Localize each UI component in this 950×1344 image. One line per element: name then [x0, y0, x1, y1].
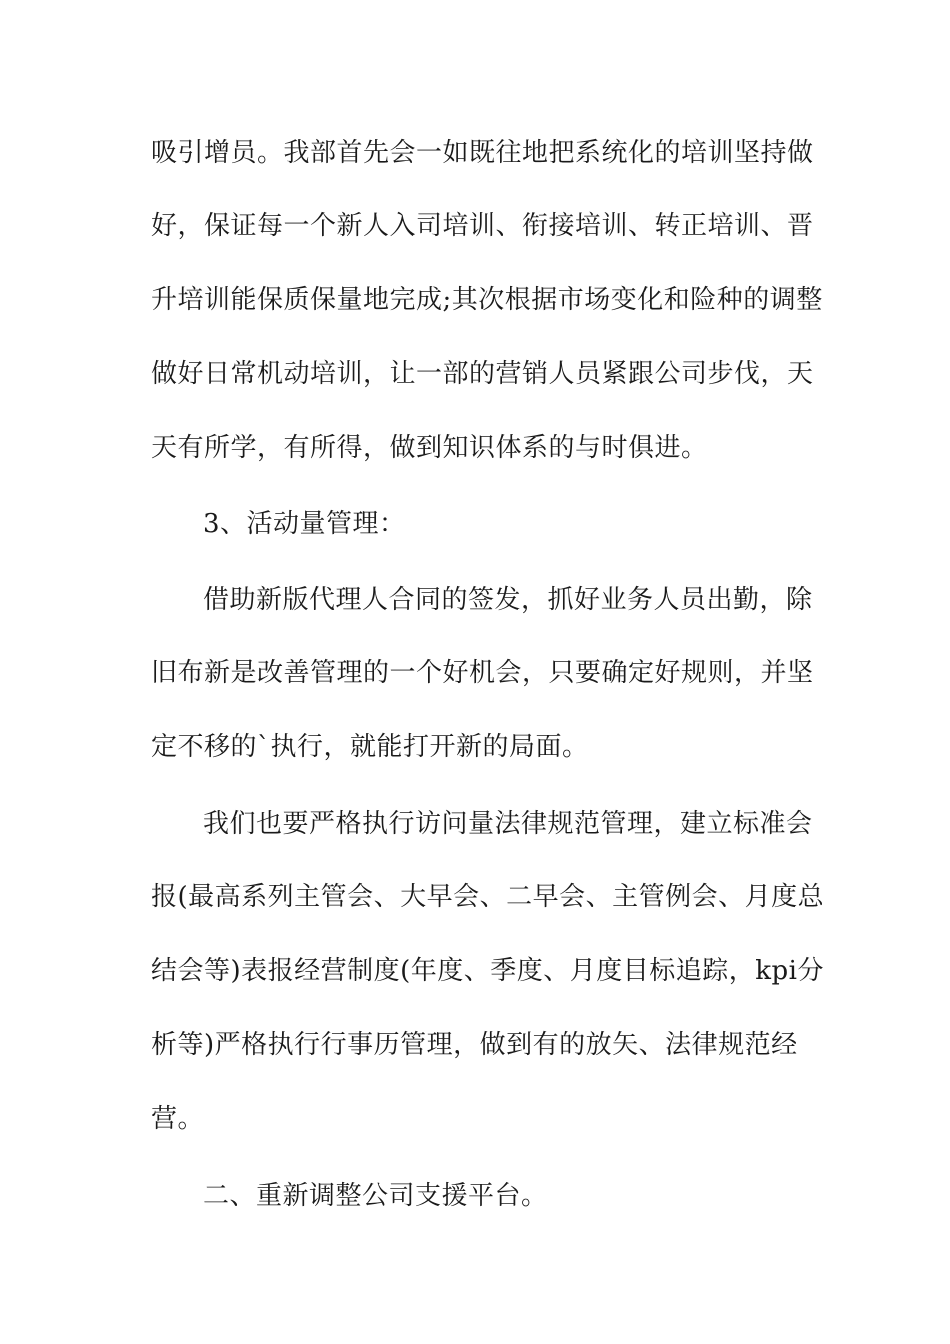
paragraph-line: 做好日常机动培训，让一部的营销人员紧跟公司步伐，天	[151, 359, 814, 389]
paragraph-line: 升培训能保质保量地完成;其次根据市场变化和险种的调整	[151, 285, 823, 315]
paragraph-line: 营。	[151, 1104, 205, 1134]
paragraph-line: 结会等)表报经营制度(年度、季度、月度目标追踪，kpi分	[151, 956, 825, 986]
paragraph-line: 报(最高系列主管会、大早会、二早会、主管例会、月度总	[151, 882, 825, 912]
paragraph-line: 好，保证每一个新人入司培训、衔接培训、转正培训、晋	[151, 211, 814, 241]
paragraph-line: 我们也要严格执行访问量法律规范管理，建立标准会	[203, 809, 813, 839]
paragraph-line: 天有所学，有所得，做到知识体系的与时俱进。	[151, 433, 708, 463]
section-heading: 3、活动量管理：	[203, 509, 406, 539]
paragraph-line: 吸引增员。我部首先会一如既往地把系统化的培训坚持做	[151, 138, 814, 168]
paragraph-line: 析等)严格执行行事历管理，做到有的放矢、法律规范经	[151, 1030, 798, 1060]
paragraph-line: 借助新版代理人合同的签发，抓好业务人员出勤，除	[203, 585, 813, 615]
paragraph-line: 旧布新是改善管理的一个好机会，只要确定好规则，并坚	[151, 658, 814, 688]
section-heading: 二、重新调整公司支援平台。	[203, 1181, 548, 1211]
paragraph-line: 定不移的`执行，就能打开新的局面。	[151, 732, 589, 762]
